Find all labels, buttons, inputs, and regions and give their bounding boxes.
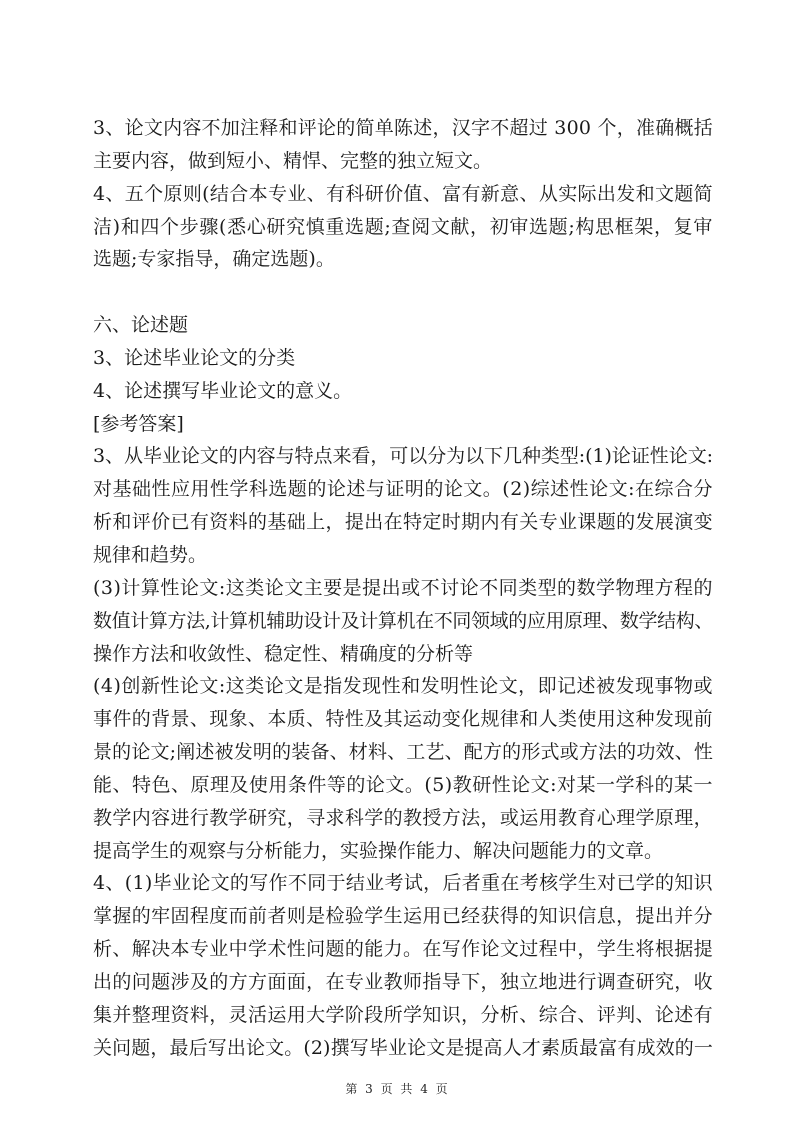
text-line-content: 关问题，最后写出论文。(2)撰写毕业论文是提高人才素质最富有成效的一 — [93, 1036, 713, 1059]
text-line-content: 选题;专家指导，确定选题)。 — [93, 248, 335, 271]
text-line-content: 事件的背景、现象、本质、特性及其运动变化规律和人类使用这种发现前 — [93, 708, 714, 731]
text-line — [93, 670, 713, 703]
text-line — [93, 703, 713, 736]
text-line — [93, 375, 713, 408]
text-line-content: 操作方法和收敛性、稳定性、精确度的分析等 — [93, 642, 474, 665]
text-line-content: 洁)和四个步骤(悉心研究慎重选题;查阅文献，初审选题;构思框架，复审 — [93, 215, 714, 238]
text-line — [93, 769, 713, 802]
text-line — [93, 473, 713, 506]
text-line — [93, 112, 713, 145]
text-line-content: 4、论述撰写毕业论文的意义。 — [93, 379, 353, 402]
text-line-content: 提高学生的观察与分析能力，实验操作能力、解决问题能力的文章。 — [93, 839, 664, 862]
text-line-content: 4、(1)毕业论文的写作不同于结业考试，后者重在考核学生对已学的知识 — [93, 872, 713, 895]
text-line-content: 主要内容，做到短小、精悍、完整的独立短文。 — [93, 149, 493, 172]
text-line — [93, 145, 713, 178]
text-line — [93, 572, 713, 605]
text-line-content: 教学内容进行教学研究，寻求科学的教授方法，或运用教育心理学原理， — [93, 806, 714, 829]
text-line — [93, 211, 713, 244]
text-line — [93, 539, 713, 572]
text-line-content: (4)创新性论文:这类论文是指发现性和发明性论文，即记述被发现事物或 — [93, 675, 713, 698]
text-line — [93, 440, 713, 473]
text-line — [93, 1032, 713, 1065]
text-line-content: [参考答案] — [93, 412, 184, 435]
text-line-content: 能、特色、原理及使用条件等的论文。(5)教研性论文:对某一学科的某一 — [93, 773, 713, 796]
text-line-content: 3、论文内容不加注释和评论的简单陈述，汉字不超过 300 个，准确概括 — [93, 117, 714, 139]
text-line — [93, 999, 713, 1032]
text-line — [93, 243, 713, 276]
text-line-content: 3、从毕业论文的内容与特点来看，可以分为以下几种类型:(1)论证性论文: — [93, 445, 714, 468]
text-line — [93, 900, 713, 933]
text-line-content: 对基础性应用性学科选题的论述与证明的论文。(2)综述性论文:在综合分 — [93, 478, 713, 501]
page-footer: 第 3 页 共 4 页 — [345, 1082, 448, 1096]
text-line-content: 3、论述毕业论文的分类 — [93, 346, 296, 369]
text-line — [93, 309, 713, 342]
text-line — [93, 178, 713, 211]
text-line — [93, 933, 713, 966]
text-line — [93, 638, 713, 671]
text-line — [93, 605, 713, 638]
text-line — [93, 835, 713, 868]
text-line — [93, 867, 713, 900]
document-body — [93, 112, 713, 1064]
text-line-content: 掌握的牢固程度而前者则是检验学生运用已经获得的知识信息，提出并分 — [93, 905, 714, 928]
text-line — [93, 736, 713, 769]
text-line — [93, 342, 713, 375]
text-line — [93, 802, 713, 835]
text-line-content: 集并整理资料，灵活运用大学阶段所学知识，分析、综合、评判、论述有 — [93, 1003, 714, 1026]
text-line — [93, 408, 713, 441]
text-line-content: 景的论文;阐述被发明的装备、材料、工艺、配方的形式或方法的功效、性 — [93, 741, 714, 764]
text-line-content: (3)计算性论文:这类论文主要是提出或不讨论不同类型的数学物理方程的 — [93, 576, 713, 599]
text-line — [93, 966, 713, 999]
blank-line — [93, 276, 713, 309]
text-line — [93, 506, 713, 539]
text-line-content: 出的问题涉及的方方面面，在专业教师指导下，独立地进行调查研究，收 — [93, 970, 714, 993]
text-line-content: 规律和趋势。 — [93, 543, 208, 566]
text-line-content: 析和评价已有资料的基础上，提出在特定时期内有关专业课题的发展演变 — [93, 511, 714, 534]
text-line-content: 析、解决本专业中学术性问题的能力。在写作论文过程中，学生将根据提 — [93, 938, 714, 961]
text-line-content: 数值计算方法,计算机辅助设计及计算机在不同领域的应用原理、数学结构、 — [93, 609, 713, 632]
text-line-content: 4、五个原则(结合本专业、有科研价值、富有新意、从实际出发和文题简 — [93, 182, 713, 205]
text-line-content: 六、论述题 — [93, 314, 189, 337]
